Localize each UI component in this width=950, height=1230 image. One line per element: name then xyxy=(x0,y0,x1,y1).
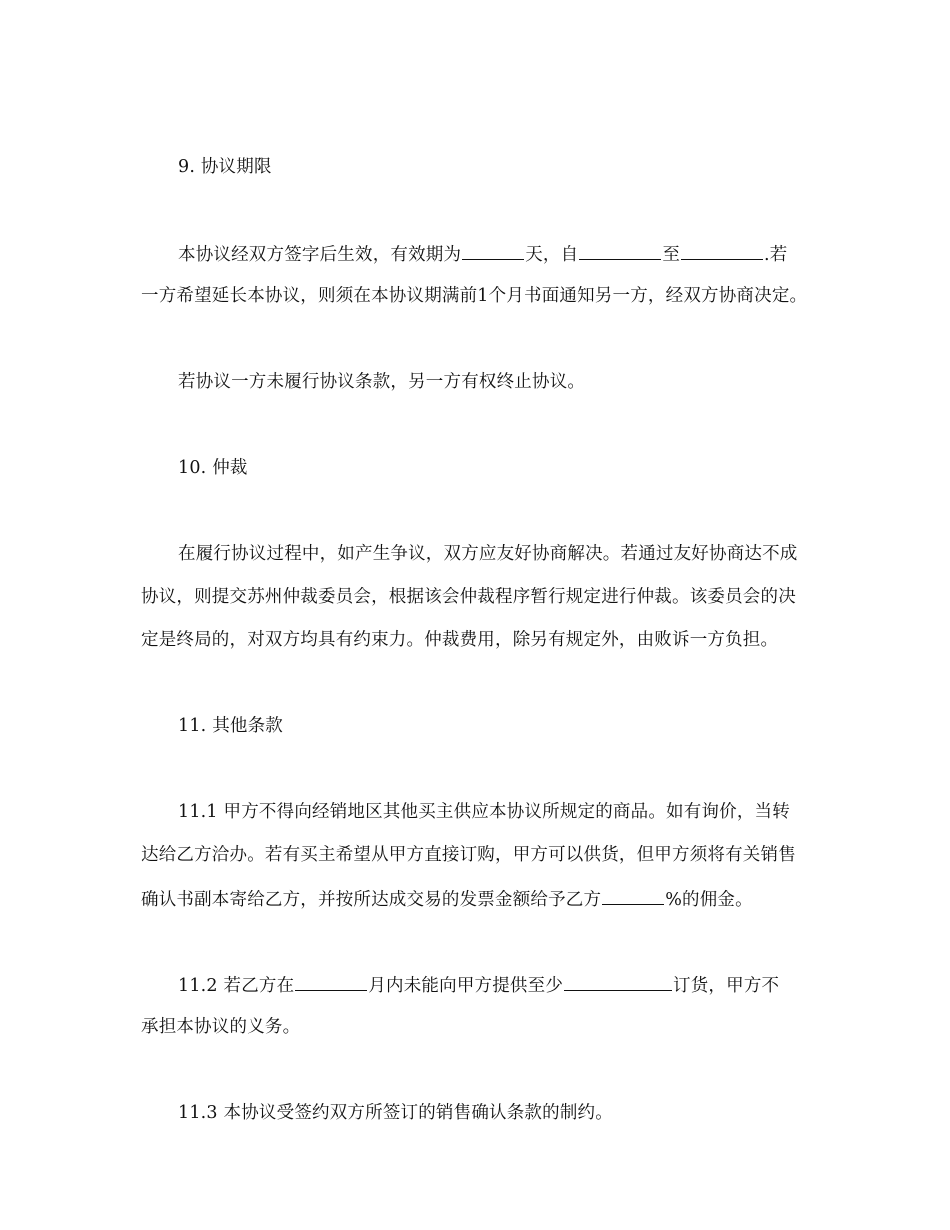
section-10-heading: 10. 仲裁 xyxy=(178,458,248,478)
section-9-heading: 9. 协议期限 xyxy=(178,157,272,177)
start-date-blank[interactable] xyxy=(579,241,661,260)
validity-days-blank[interactable] xyxy=(462,241,524,260)
end-date-blank[interactable] xyxy=(681,241,763,260)
text-run: 确认书副本寄给乙方，并按所达成交易的发票金额给予乙方 xyxy=(141,890,602,910)
section-11-heading: 11. 其他条款 xyxy=(178,716,283,736)
section-9-paragraph-1-line-2: 一方希望延长本协议，则须在本协议期满前1个月书面通知另一方，经双方协商决定。 xyxy=(141,286,808,306)
clause-11-1-line-1: 11.1 甲方不得向经销地区其他买主供应本协议所规定的商品。如有询价，当转 xyxy=(178,802,790,822)
commission-percent-blank[interactable] xyxy=(602,886,664,905)
text-run: 订货，甲方不 xyxy=(673,976,780,996)
text-run: 至 xyxy=(662,245,681,265)
section-10-paragraph-line-2: 协议，则提交苏州仲裁委员会，根据该会仲裁程序暂行规定进行仲裁。该委员会的决 xyxy=(141,587,796,607)
text-run: 月内未能向甲方提供至少 xyxy=(368,976,564,996)
months-blank[interactable] xyxy=(295,972,367,991)
section-10-paragraph-line-3: 定是终局的，对双方均具有约束力。仲裁费用，除另有规定外，由败诉一方负担。 xyxy=(141,630,779,650)
text-run: 天，自 xyxy=(525,245,579,265)
minimum-order-blank[interactable] xyxy=(564,972,672,991)
clause-11-1-line-3 xyxy=(141,886,753,912)
clause-11-2-line-1 xyxy=(178,972,779,998)
clause-11-2-line-2: 承担本协议的义务。 xyxy=(141,1017,301,1037)
section-10-paragraph-line-1: 在履行协议过程中，如产生争议，双方应友好协商解决。若通过友好协商达不成 xyxy=(178,544,798,564)
text-run: 11.2 若乙方在 xyxy=(178,976,295,996)
text-run: .若 xyxy=(764,245,788,265)
section-9-paragraph-1-line-1 xyxy=(178,241,787,267)
section-9-paragraph-2: 若协议一方未履行协议条款，另一方有权终止协议。 xyxy=(178,372,586,392)
clause-11-1-line-2: 达给乙方洽办。若有买主希望从甲方直接订购，甲方可以供货，但甲方须将有关销售 xyxy=(141,845,796,865)
text-run: 本协议经双方签字后生效，有效期为 xyxy=(178,245,462,265)
text-run: %的佣金。 xyxy=(665,890,753,910)
clause-11-3: 11.3 本协议受签约双方所签订的销售确认条款的制约。 xyxy=(178,1103,613,1123)
